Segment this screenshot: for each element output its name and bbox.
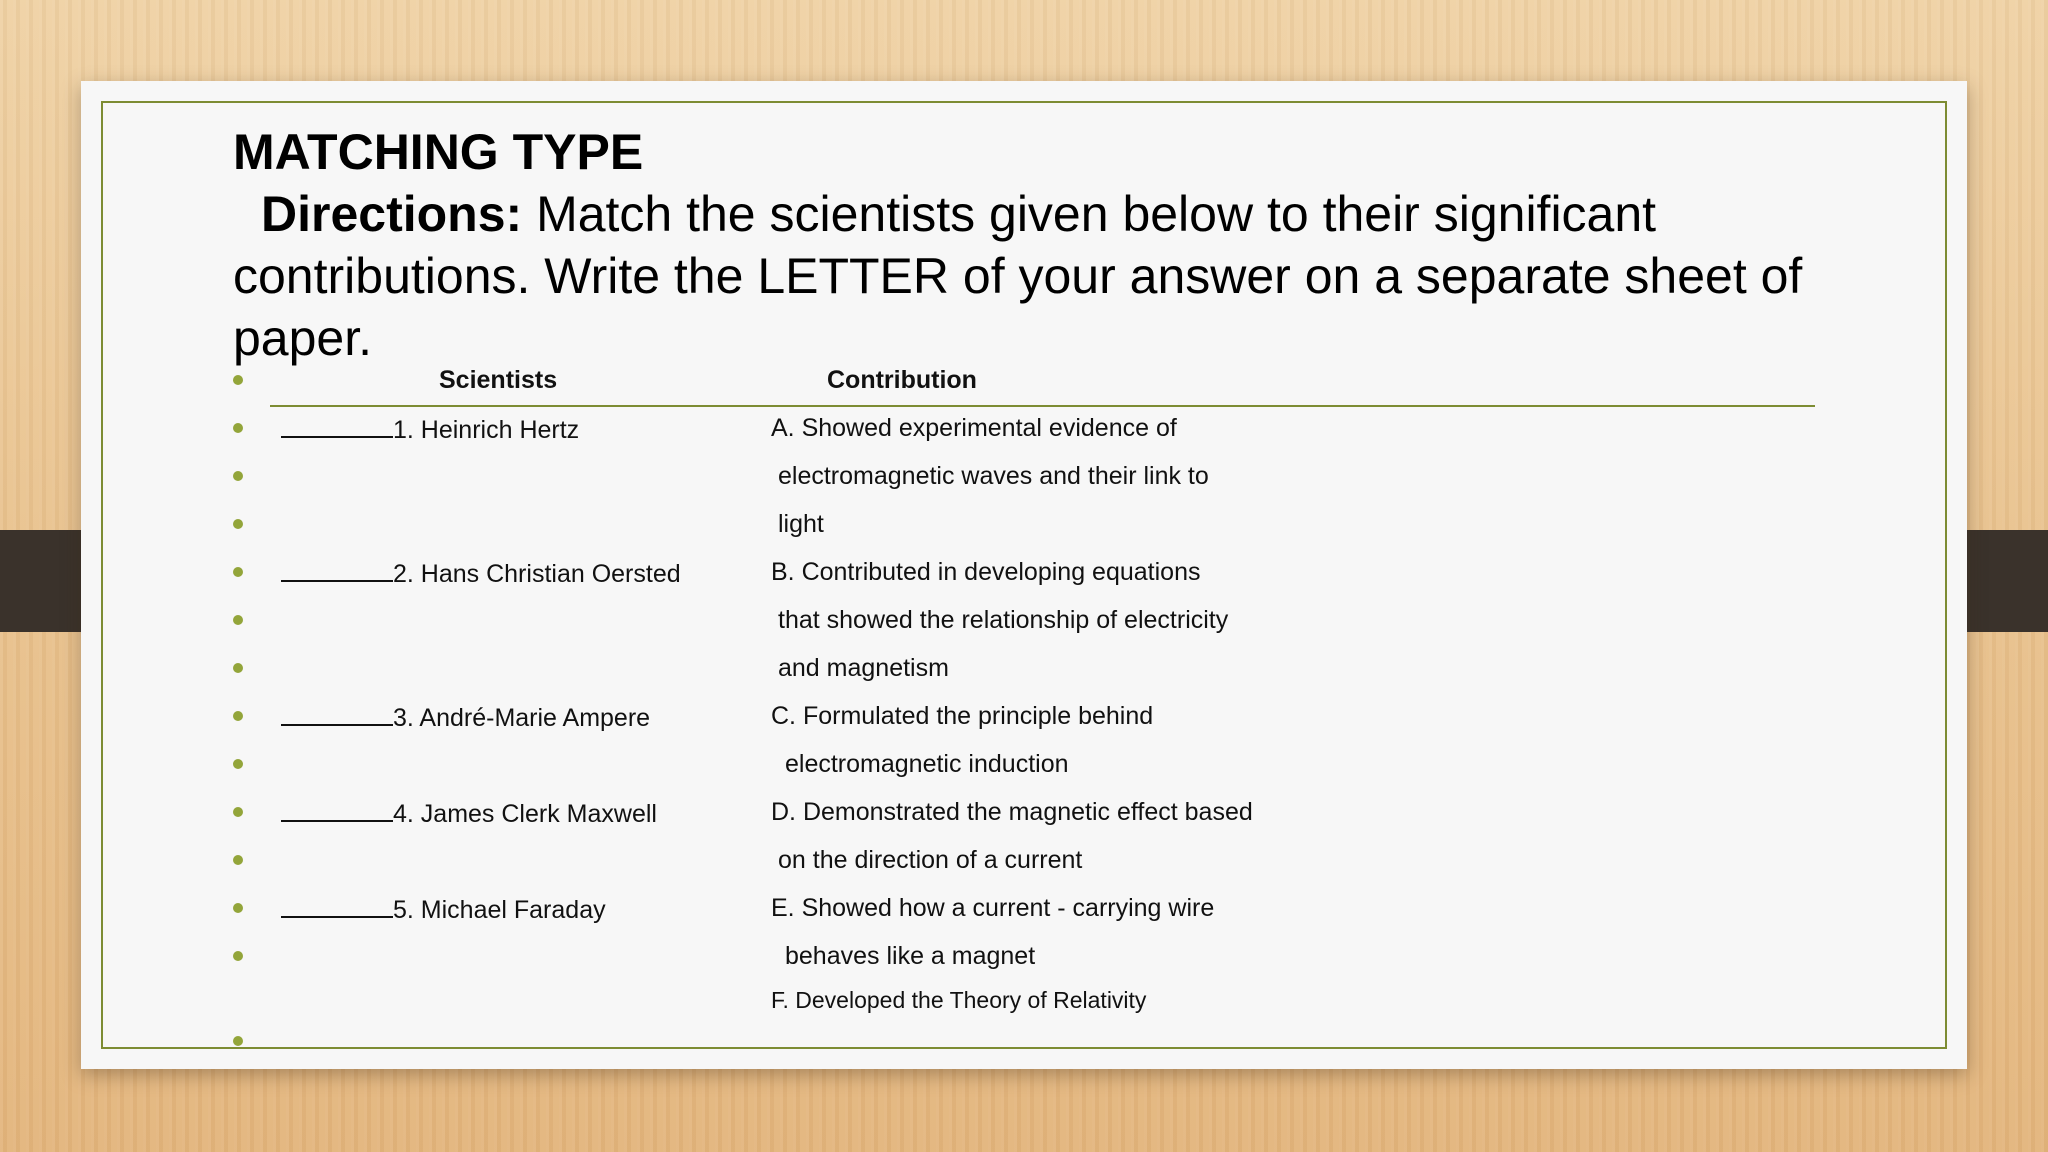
contribution-e-line2: behaves like a magnet — [785, 942, 1036, 970]
answer-blank-4[interactable] — [281, 798, 393, 822]
contribution-a-line2: electromagnetic waves and their link to — [778, 462, 1209, 490]
answer-blank-2[interactable] — [281, 558, 393, 582]
bullet-icon — [233, 855, 243, 865]
directions-text — [233, 183, 1813, 369]
bullet-icon — [233, 711, 243, 721]
scientist-label: 2. Hans Christian Oersted — [393, 560, 681, 588]
bullet-icon — [233, 615, 243, 625]
bullet-icon — [233, 951, 243, 961]
contribution-c-line2: electromagnetic induction — [785, 750, 1069, 778]
bullet-icon — [233, 903, 243, 913]
contribution-b-line2: that showed the relationship of electricity — [778, 606, 1229, 634]
contribution-e-line1: E. Showed how a current - carrying wire — [771, 894, 1215, 922]
bullet-icon — [233, 471, 243, 481]
bullet-icon — [233, 375, 243, 385]
bullet-icon — [233, 663, 243, 673]
scientist-label: 5. Michael Faraday — [393, 896, 606, 924]
header-divider — [270, 405, 1815, 407]
bullet-icon — [233, 1036, 243, 1046]
bullet-icon — [233, 567, 243, 577]
contribution-f-line1: F. Developed the Theory of Relativity — [771, 987, 1147, 1013]
contribution-b-line3: and magnetism — [778, 654, 949, 682]
scientist-item-4 — [281, 798, 657, 829]
scientist-label: 1. Heinrich Hertz — [393, 416, 580, 444]
contribution-b-line1: B. Contributed in developing equations — [771, 558, 1201, 586]
contribution-d-line1: D. Demonstrated the magnetic effect based — [771, 798, 1253, 826]
scientist-item-3 — [281, 702, 650, 733]
bullet-icon — [233, 807, 243, 817]
scientist-item-2 — [281, 558, 681, 589]
contribution-a-line3: light — [778, 510, 824, 538]
directions-label: Directions: — [261, 186, 523, 242]
answer-blank-5[interactable] — [281, 894, 393, 918]
page-title: MATCHING TYPE — [233, 124, 644, 180]
scientist-label: 4. James Clerk Maxwell — [393, 800, 657, 828]
answer-blank-3[interactable] — [281, 702, 393, 726]
scientists-header: Scientists — [439, 366, 558, 394]
bullet-icon — [233, 519, 243, 529]
bullet-icon — [233, 423, 243, 433]
contribution-d-line2: on the direction of a current — [778, 846, 1083, 874]
directions-body: Match the scientists given below to their significant contributions. Write the LETTER of your answer on a separate sheet of paper. — [233, 186, 1803, 366]
contribution-header: Contribution — [827, 366, 977, 394]
scientist-item-5 — [281, 894, 606, 925]
contribution-a-line1: A. Showed experimental evidence of — [771, 414, 1177, 442]
scientist-item-1 — [281, 414, 579, 445]
contribution-c-line1: C. Formulated the principle behind — [771, 702, 1154, 730]
scientist-label: 3. André-Marie Ampere — [393, 704, 651, 732]
answer-blank-1[interactable] — [281, 414, 393, 438]
bullet-icon — [233, 759, 243, 769]
